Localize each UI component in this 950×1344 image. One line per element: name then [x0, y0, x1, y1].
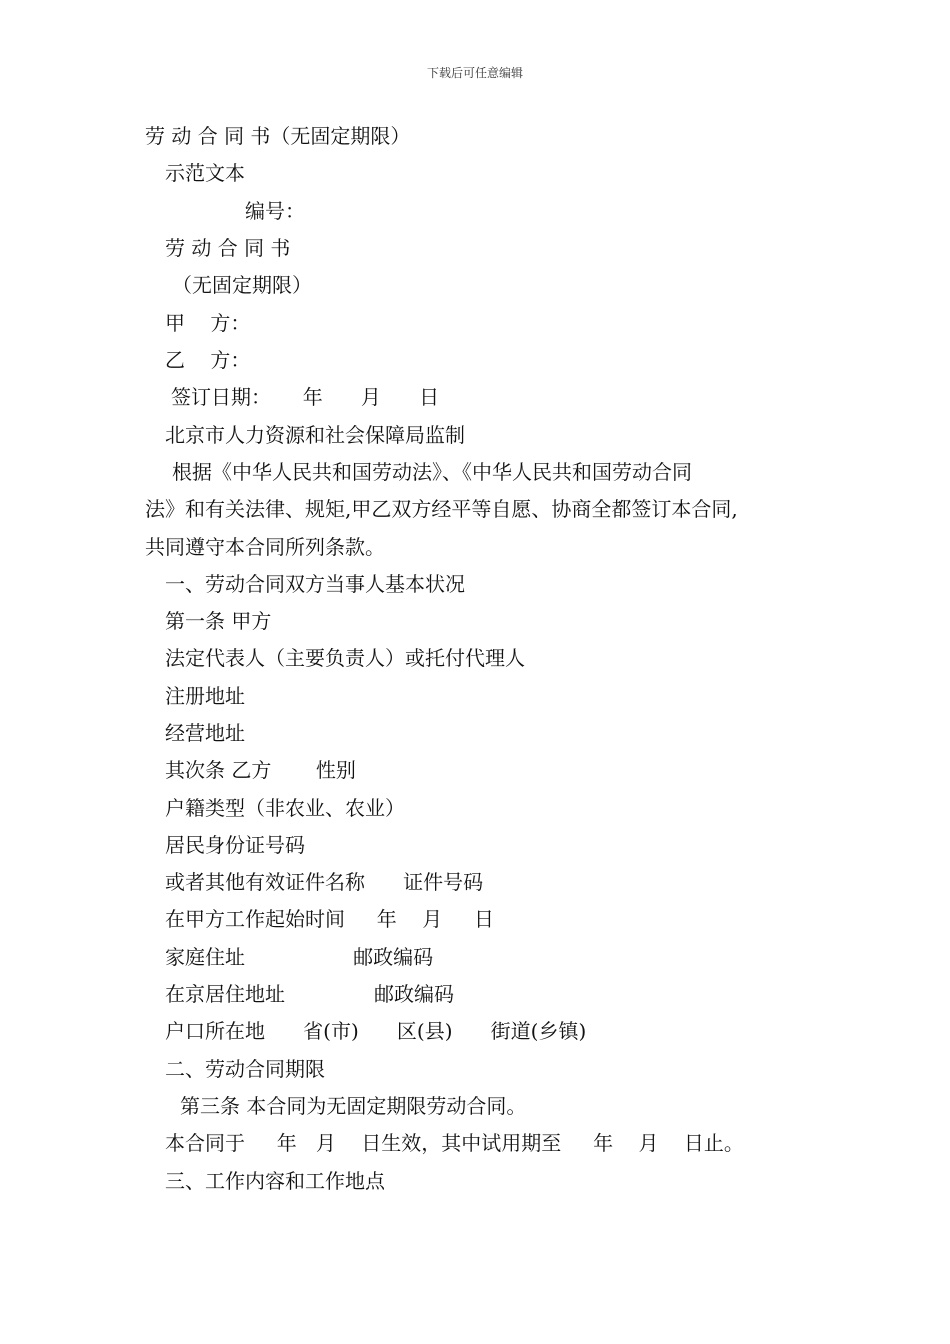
start-date-line: 在甲方工作起始时间 年 月 日 — [165, 907, 495, 931]
cover-title: 劳 动 合 同 书 — [165, 236, 291, 260]
legal-rep-line: 法定代表人（主要负责人）或托付代理人 — [165, 646, 525, 670]
page-header-note: 下载后可任意编辑 — [426, 66, 523, 80]
business-address-line: 经营地址 — [165, 721, 245, 745]
article-3: 第三条 本合同为无固定期限劳动合同。 — [180, 1094, 527, 1118]
section-heading-3: 三、工作内容和工作地点 — [165, 1169, 385, 1193]
doc-subtitle: 示范文本 — [165, 161, 245, 185]
issuer-line: 北京市人力资源和社会保障局监制 — [165, 423, 465, 447]
hukou-line: 户口所在地 省(市) 区(县) 街道(乡镇) — [165, 1019, 587, 1043]
registered-address-line: 注册地址 — [165, 684, 245, 708]
doc-number-label: 编号： — [245, 199, 305, 223]
party-b-label: 乙 方： — [165, 348, 251, 372]
preamble-line-3: 共同遵守本合同所列条款。 — [145, 535, 385, 559]
preamble-line-2: 法》和有关法律、规矩,甲乙双方经平等自愿、协商全都签订本合同, — [145, 497, 738, 521]
preamble-line-1: 根据《中华人民共和国劳动法》、《中华人民共和国劳动合同 — [172, 460, 692, 484]
other-id-line: 或者其他有效证件名称 证件号码 — [165, 870, 484, 894]
home-address-line: 家庭住址 邮政编码 — [165, 945, 434, 969]
article-2: 其次条 乙方 性别 — [165, 758, 356, 782]
cover-subtitle: （无固定期限） — [172, 273, 312, 297]
party-a-label: 甲 方： — [165, 311, 251, 335]
id-number-line: 居民身份证号码 — [165, 833, 305, 857]
article-1: 第一条 甲方 — [165, 609, 272, 633]
section-heading-1: 一、劳动合同双方当事人基本状况 — [165, 572, 465, 596]
effective-date-line: 本合同于 年 月 日生效，其中试用期至 年 月 日止。 — [165, 1131, 744, 1155]
household-type-line: 户籍类型（非农业、农业） — [165, 796, 405, 820]
section-heading-2: 二、劳动合同期限 — [165, 1057, 325, 1081]
sign-date-label: 签订日期： 年 月 日 — [171, 385, 440, 409]
beijing-address-line: 在京居住地址 邮政编码 — [165, 982, 455, 1006]
doc-title: 劳 动 合 同 书（无固定期限） — [145, 124, 411, 148]
